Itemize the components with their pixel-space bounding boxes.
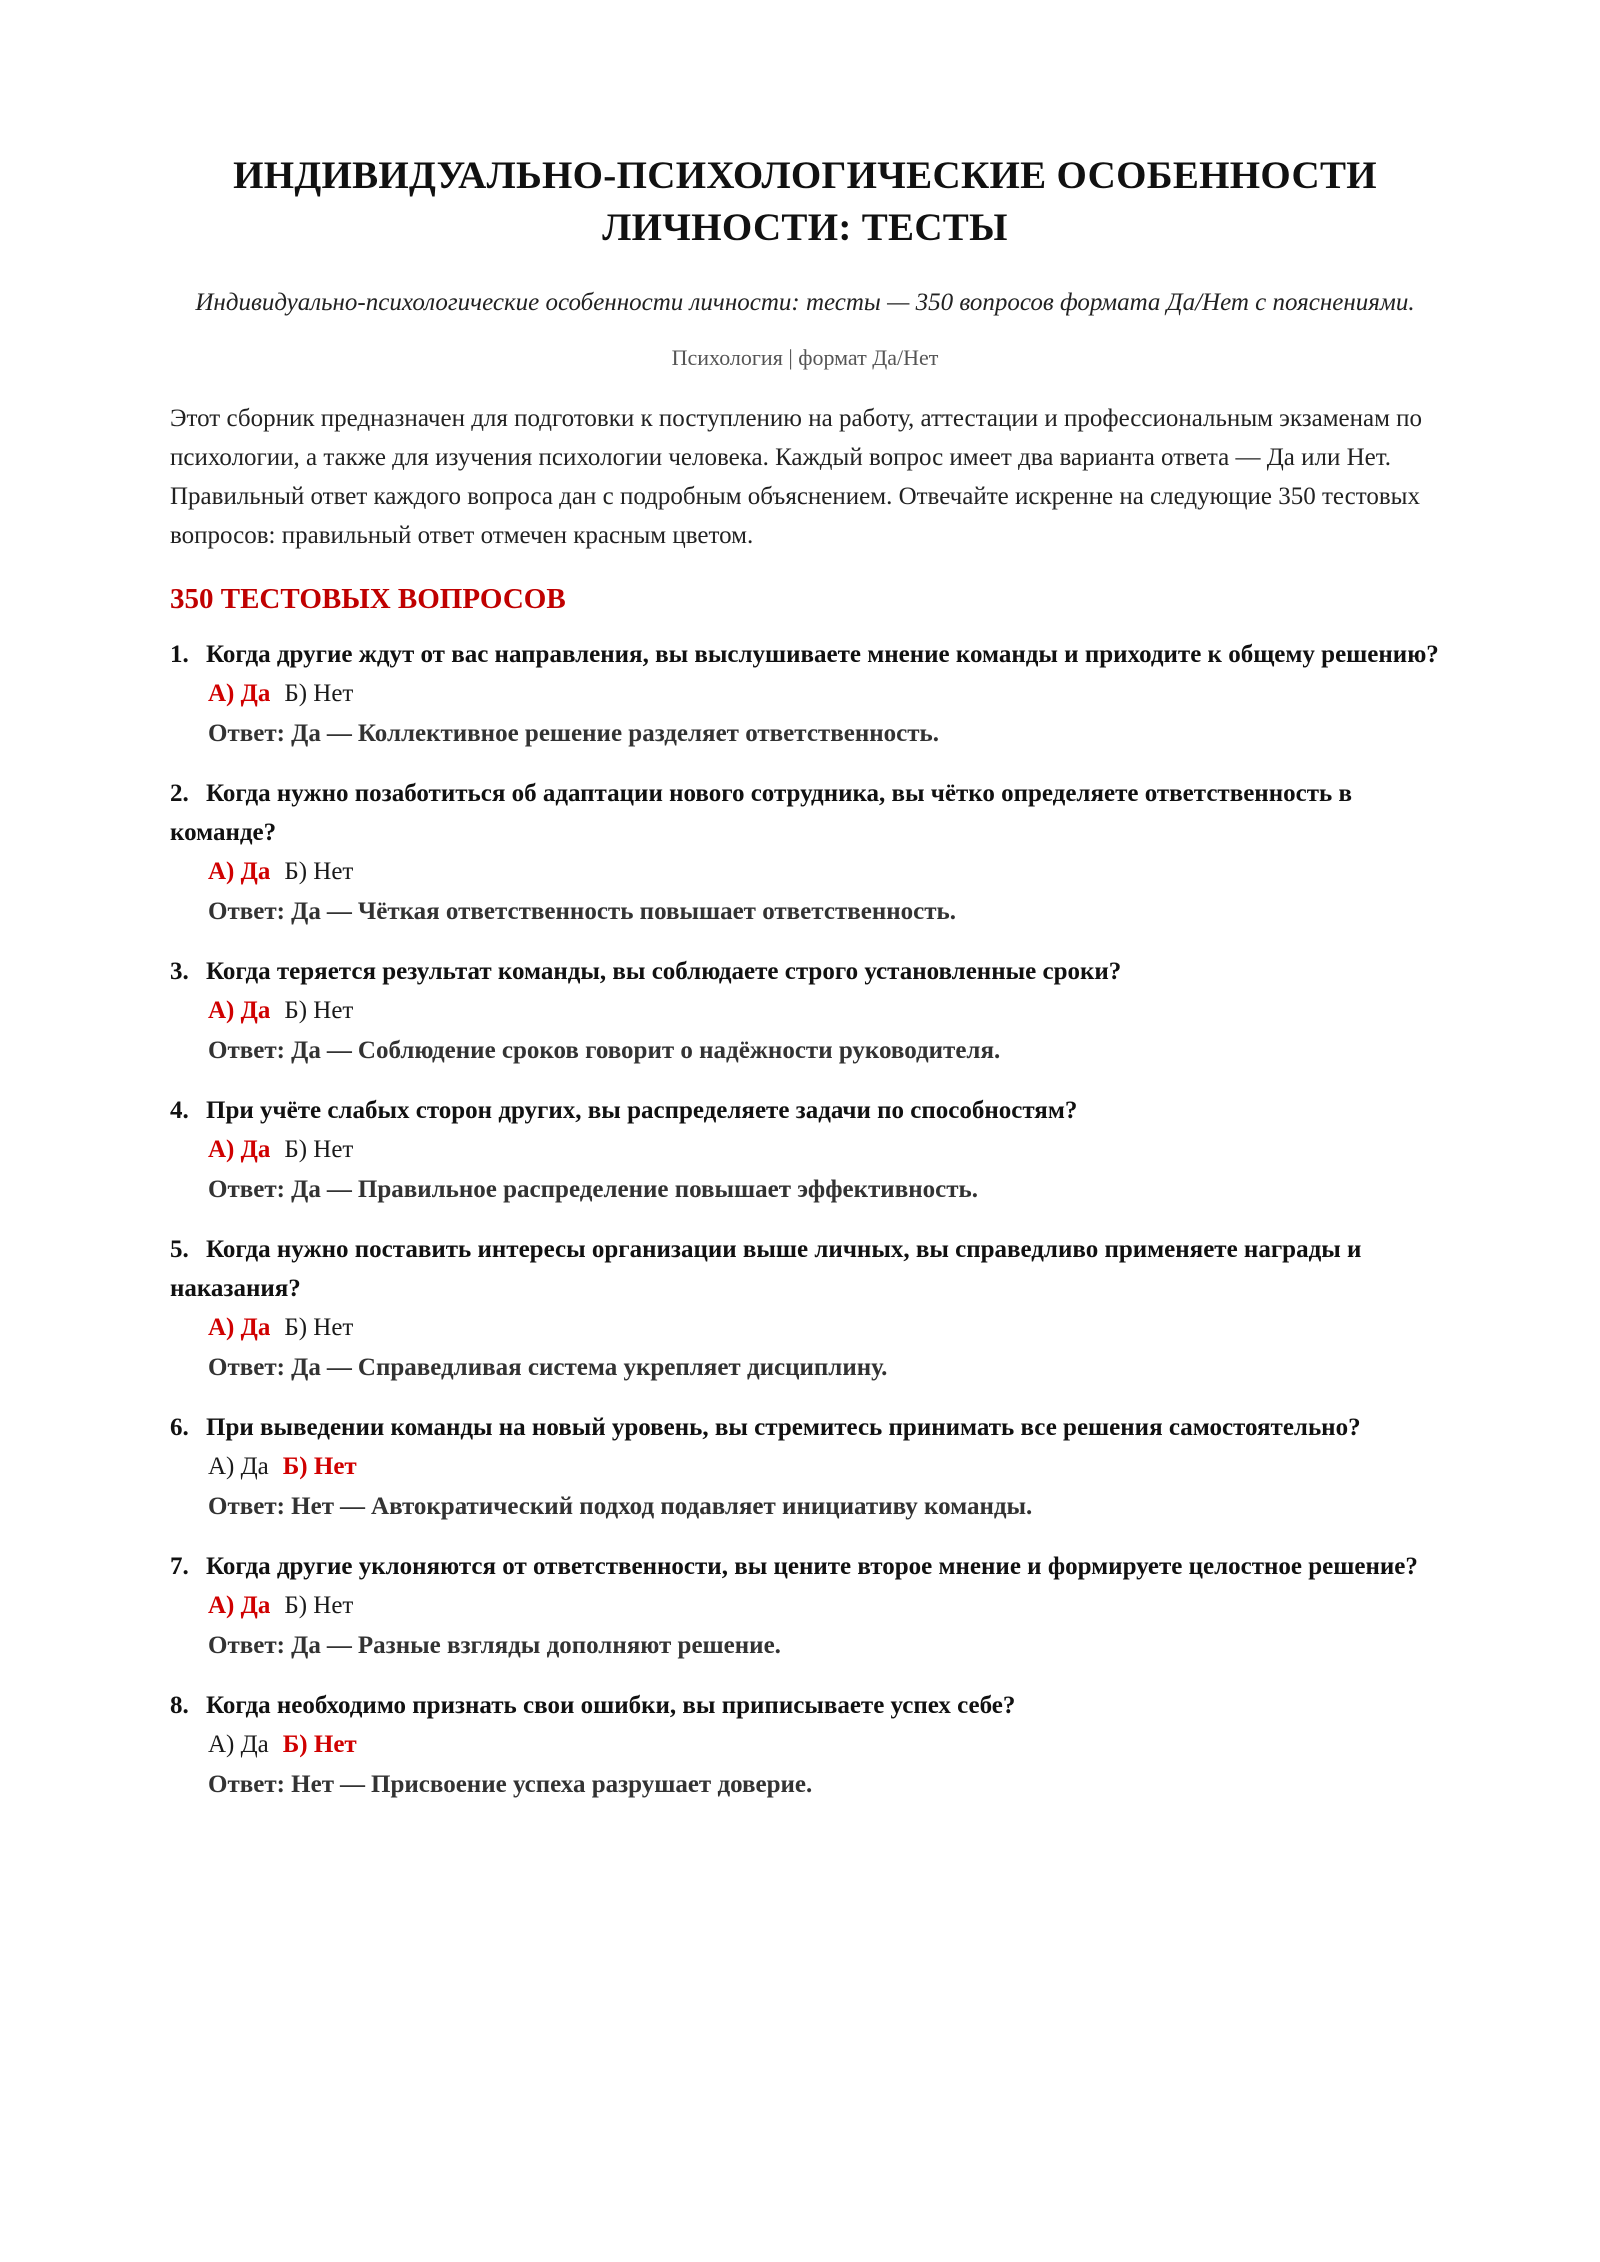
question-text (170, 635, 1440, 674)
answer-options (208, 991, 1440, 1031)
question-text (170, 1230, 1440, 1308)
answer-separator: — (326, 1632, 352, 1659)
option-b: Б) Нет (282, 1731, 357, 1758)
option-b: Б) Нет (284, 680, 354, 707)
answer-reason: Чёткая ответственность повышает ответственность. (357, 898, 956, 925)
question-body: Когда необходимо признать свои ошибки, вы приписываете успех себе? (206, 1692, 1016, 1719)
option-b: Б) Нет (282, 1453, 357, 1480)
question-item (170, 952, 1440, 1071)
question-number: 1. (170, 641, 189, 668)
answer-explanation (208, 1348, 1440, 1388)
option-a: А) Да (208, 997, 271, 1024)
answer-reason: Коллективное решение разделяет ответственность. (357, 720, 939, 747)
question-number: 3. (170, 958, 189, 985)
option-a: А) Да (208, 858, 271, 885)
answer-options (208, 674, 1440, 714)
question-body: Когда теряется результат команды, вы соблюдаете строго установленные сроки? (206, 958, 1122, 985)
answer-explanation (208, 1765, 1440, 1805)
answer-explanation (208, 892, 1440, 932)
answer-options (208, 1447, 1440, 1487)
answer-options (208, 1308, 1440, 1348)
answer-label: Ответ: Нет (208, 1493, 335, 1520)
question-item (170, 774, 1440, 932)
question-item (170, 1408, 1440, 1527)
answer-options (208, 1130, 1440, 1170)
question-body: Когда нужно позаботиться об адаптации нового сотрудника, вы чётко определяете ответственность в команде? (170, 780, 1352, 846)
section-heading: 350 ТЕСТОВЫХ ВОПРОСОВ (170, 583, 566, 615)
answer-label: Ответ: Да (208, 1632, 321, 1659)
answer-separator: — (326, 1037, 352, 1064)
question-body: Когда нужно поставить интересы организации выше личных, вы справедливо применяете награды и наказания? (170, 1236, 1362, 1302)
question-text (170, 1686, 1440, 1725)
question-number: 8. (170, 1692, 189, 1719)
question-body: Когда другие ждут от вас направления, вы выслушиваете мнение команды и приходите к общему решению? (206, 641, 1439, 668)
question-body: Когда другие уклоняются от ответственности, вы цените второе мнение и формируете целостное решение? (206, 1553, 1418, 1580)
option-a: А) Да (208, 1731, 269, 1758)
question-number: 5. (170, 1236, 189, 1263)
answer-explanation (208, 1487, 1440, 1527)
answer-separator: — (340, 1493, 366, 1520)
answer-reason: Разные взгляды дополняют решение. (357, 1632, 781, 1659)
document-subtitle: Индивидуально-психологические особенности личности: тесты — 350 вопросов формата Да/Нет с пояснениями. (195, 289, 1415, 316)
answer-separator: — (326, 1354, 352, 1381)
option-a: А) Да (208, 680, 271, 707)
option-b: Б) Нет (284, 1592, 354, 1619)
document-title: ИНДИВИДУАЛЬНО-ПСИХОЛОГИЧЕСКИЕ ОСОБЕННОСТИ ЛИЧНОСТИ: ТЕСТЫ (233, 154, 1377, 249)
answer-label: Ответ: Да (208, 720, 321, 747)
question-text (170, 952, 1440, 991)
answer-explanation (208, 1170, 1440, 1210)
answer-reason: Автократический подход подавляет инициативу команды. (371, 1493, 1033, 1520)
intro-paragraph: Этот сборник предназначен для подготовки к поступлению на работу, аттестации и профессиональным экзаменам по психологии, а также для изучения психологии человека. Каждый вопрос имеет два варианта ответа — Да или Нет. Правильный ответ каждого вопроса дан с подробным объяснением. Отвечайте искренне на следующие 350 тестовых вопросов: правильный ответ отмечен красным цветом. (170, 405, 1423, 549)
question-number: 4. (170, 1097, 189, 1124)
option-b: Б) Нет (284, 1136, 354, 1163)
question-body: При выведении команды на новый уровень, вы стремитесь принимать все решения самостоятельно? (206, 1414, 1361, 1441)
question-number: 2. (170, 780, 189, 807)
question-text (170, 774, 1440, 852)
question-item (170, 635, 1440, 754)
answer-options (208, 852, 1440, 892)
question-body: При учёте слабых сторон других, вы распределяете задачи по способностям? (206, 1097, 1078, 1124)
answer-explanation (208, 1031, 1440, 1071)
option-a: А) Да (208, 1314, 271, 1341)
answer-label: Ответ: Нет (208, 1771, 335, 1798)
answer-reason: Справедливая система укрепляет дисциплину. (357, 1354, 888, 1381)
answer-label: Ответ: Да (208, 1354, 321, 1381)
question-item (170, 1230, 1440, 1388)
answer-options (208, 1586, 1440, 1626)
option-b: Б) Нет (284, 858, 354, 885)
answer-reason: Присвоение успеха разрушает доверие. (371, 1771, 813, 1798)
answer-label: Ответ: Да (208, 1176, 321, 1203)
question-number: 7. (170, 1553, 189, 1580)
option-a: А) Да (208, 1453, 269, 1480)
answer-label: Ответ: Да (208, 898, 321, 925)
question-text (170, 1547, 1440, 1586)
question-item (170, 1091, 1440, 1210)
question-item (170, 1686, 1440, 1805)
option-b: Б) Нет (284, 1314, 354, 1341)
option-b: Б) Нет (284, 997, 354, 1024)
question-number: 6. (170, 1414, 189, 1441)
answer-separator: — (326, 898, 352, 925)
question-text (170, 1408, 1440, 1447)
document-meta: Психология | формат Да/Нет (671, 345, 939, 370)
option-a: А) Да (208, 1592, 271, 1619)
answer-explanation (208, 1626, 1440, 1666)
answer-explanation (208, 714, 1440, 754)
answer-separator: — (340, 1771, 366, 1798)
question-list (170, 635, 1440, 1805)
option-a: А) Да (208, 1136, 271, 1163)
answer-options (208, 1725, 1440, 1765)
answer-label: Ответ: Да (208, 1037, 321, 1064)
answer-reason: Правильное распределение повышает эффективность. (357, 1176, 978, 1203)
document-page (170, 0, 1440, 1805)
question-text (170, 1091, 1440, 1130)
answer-reason: Соблюдение сроков говорит о надёжности руководителя. (357, 1037, 1001, 1064)
answer-separator: — (326, 720, 352, 747)
answer-separator: — (326, 1176, 352, 1203)
question-item (170, 1547, 1440, 1666)
